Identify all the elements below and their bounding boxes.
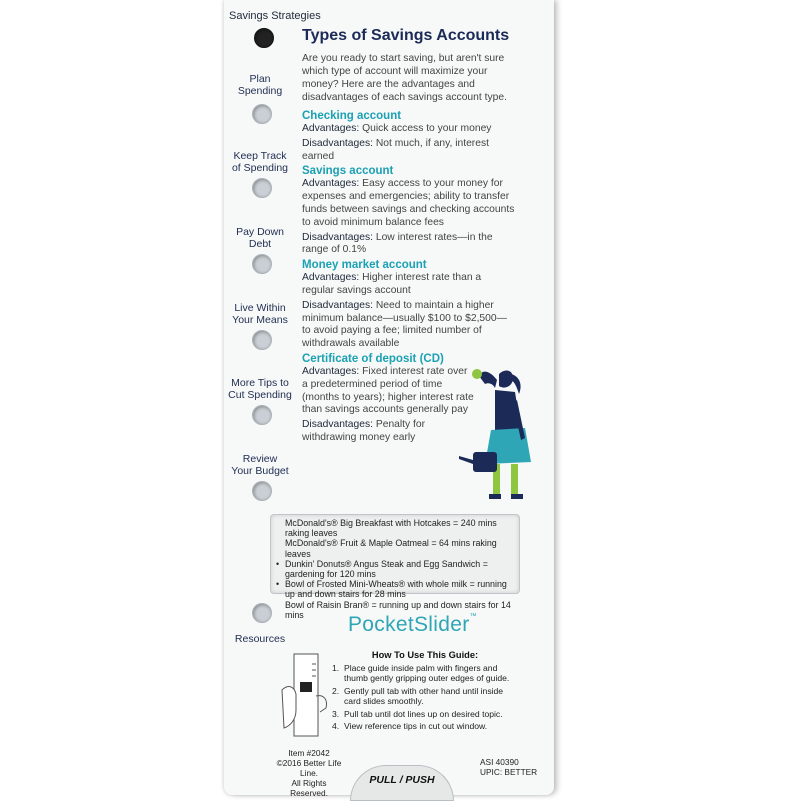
tab-label-line: Your Budget xyxy=(231,465,289,477)
tab-label-line: Cut Spending xyxy=(228,389,292,401)
advantages-text xyxy=(302,178,522,229)
punch-hole xyxy=(252,405,272,425)
step-number: 4. xyxy=(332,721,340,732)
slider-cutout-window xyxy=(270,514,520,620)
disadvantages-text xyxy=(302,138,502,164)
upic-code: UPIC: BETTER xyxy=(480,767,538,777)
step-text: Place guide inside palm with fingers and thumb gently gripping outer edges of guide. xyxy=(344,663,510,684)
tab-label-line: Debt xyxy=(248,238,272,250)
howto-steps xyxy=(332,663,522,733)
step-text: Pull tab until dot lines up on desired topic. xyxy=(344,708,503,719)
item-info xyxy=(274,748,344,798)
list-item xyxy=(332,663,522,684)
list-item xyxy=(332,709,522,719)
list-item: • Bowl of Frosted Mini-Wheats® with whole milk = running up and down stairs for 28 mins xyxy=(285,579,515,599)
rights-reserved: All Rights Reserved. xyxy=(290,778,328,798)
punch-hole xyxy=(252,481,272,501)
page-title: Types of Savings Accounts xyxy=(302,27,510,44)
tab-label-line: Keep Track xyxy=(233,150,287,162)
disadvantages-label: Disadvantages: xyxy=(302,299,373,311)
disadvantages-value: Low interest rates—in the range of 0.1% xyxy=(302,231,493,256)
brand-name: PocketSlider xyxy=(348,613,470,636)
brand-logo xyxy=(348,613,477,637)
pull-push-label: PULL / PUSH xyxy=(369,774,435,786)
tab-label-line: Live Within xyxy=(234,302,286,314)
hand-holding-guide-icon xyxy=(280,650,330,740)
punch-hole xyxy=(252,330,272,350)
tab-label-line: Review xyxy=(242,453,278,465)
tab-keep-track[interactable] xyxy=(222,150,298,174)
punch-hole xyxy=(252,178,272,198)
list-item xyxy=(332,686,522,707)
tab-label-line: Pay Down xyxy=(236,226,284,238)
punch-hole xyxy=(252,254,272,274)
slider-tips-list xyxy=(271,515,519,620)
pull-push-tab[interactable] xyxy=(350,765,454,801)
section-heading: Savings account xyxy=(302,165,394,178)
disadvantages-label: Disadvantages: xyxy=(302,137,373,149)
tab-label-line: Spending xyxy=(237,85,283,97)
disadvantages-label: Disadvantages: xyxy=(302,231,373,243)
punch-hole xyxy=(254,28,274,48)
tab-live-within-means[interactable] xyxy=(222,302,298,326)
section-money-market xyxy=(302,259,522,351)
list-item: Bowl of Raisin Bran® = running up and down stairs for 14 mins xyxy=(285,599,511,620)
advantages-value: Higher interest rate than a regular savings account xyxy=(302,272,482,296)
asi-number: ASI 40390 xyxy=(480,757,519,767)
advantages-text xyxy=(302,366,474,417)
trademark-symbol: ™ xyxy=(469,613,477,620)
tab-label-line: Plan xyxy=(249,73,271,85)
howto-title: How To Use This Guide: xyxy=(371,650,479,660)
advantages-text xyxy=(302,123,502,136)
disadvantages-label: Disadvantages: xyxy=(302,419,373,431)
woman-watering-can-illustration xyxy=(455,360,535,510)
disadvantages-text xyxy=(302,300,514,351)
tab-label-line: Resources xyxy=(234,633,286,645)
step-text: View reference tips in cut out window. xyxy=(344,721,488,732)
list-item xyxy=(332,721,522,731)
step-text: Gently pull tab with other hand until inside card slides smoothly. xyxy=(344,685,504,707)
advantages-value: Fixed interest rate over a predetermined period of time (months to years); higher interest rate than savings accounts generally pay xyxy=(302,365,474,416)
section-savings xyxy=(302,165,522,257)
list-item: McDonald's® Big Breakfast with Hotcakes = 240 mins raking leaves xyxy=(285,518,497,539)
advantages-label: Advantages: xyxy=(302,178,360,190)
list-item: McDonald's® Fruit & Maple Oatmeal = 64 mins raking leaves xyxy=(285,538,497,559)
tab-more-tips[interactable] xyxy=(222,377,298,401)
advantages-label: Advantages: xyxy=(302,123,360,134)
punch-hole xyxy=(252,603,272,623)
advantages-text xyxy=(302,272,492,298)
punch-hole xyxy=(252,104,272,124)
tab-plan-spending[interactable] xyxy=(222,73,298,97)
tab-label-line: Your Means xyxy=(232,314,288,326)
step-number: 3. xyxy=(332,708,340,719)
advantages-value: Easy access to your money for expenses and emergencies; ability to transfer funds between savings and checking accounts to avoid minimum balance fees xyxy=(302,178,515,228)
disadvantages-value: Penalty for withdrawing money early xyxy=(302,419,426,443)
advantages-label: Advantages: xyxy=(302,365,360,377)
advantages-value: Quick access to your money xyxy=(359,123,492,134)
tab-review-budget[interactable] xyxy=(222,453,298,477)
advantages-label: Advantages: xyxy=(302,272,360,284)
asi-info xyxy=(480,757,537,777)
section-checking xyxy=(302,110,522,163)
list-item: • Dunkin' Donuts® Angus Steak and Egg Sandwich = gardening for 120 mins xyxy=(285,559,515,579)
disadvantages-value: Need to maintain a higher minimum balance—usually $100 to $2,500—to avoid paying a fee; limited number of withdrawals available xyxy=(302,299,507,350)
disadvantages-value: Not much, if any, interest earned xyxy=(302,137,489,162)
disadvantages-text xyxy=(302,419,462,445)
intro-text: Are you ready to start saving, but aren't sure which type of account will maximize your money? Here are the advantages and disadvantages of each savings account type. xyxy=(302,53,507,103)
step-number: 1. xyxy=(332,663,340,673)
section-heading: Money market account xyxy=(302,259,427,272)
step-number: 2. xyxy=(332,685,340,696)
tab-pay-down-debt[interactable] xyxy=(222,226,298,250)
section-heading: Checking account xyxy=(302,110,402,122)
disadvantages-text xyxy=(302,232,502,258)
tab-label-line: of Spending xyxy=(231,162,289,174)
breadcrumb: Savings Strategies xyxy=(229,10,321,22)
item-number: Item #2042 xyxy=(288,748,330,758)
section-heading: Certificate of deposit (CD) xyxy=(302,352,444,365)
tab-label-line: More Tips to xyxy=(231,377,289,389)
tab-resources[interactable] xyxy=(222,633,298,645)
copyright: ©2016 Better Life Line. xyxy=(276,758,342,778)
